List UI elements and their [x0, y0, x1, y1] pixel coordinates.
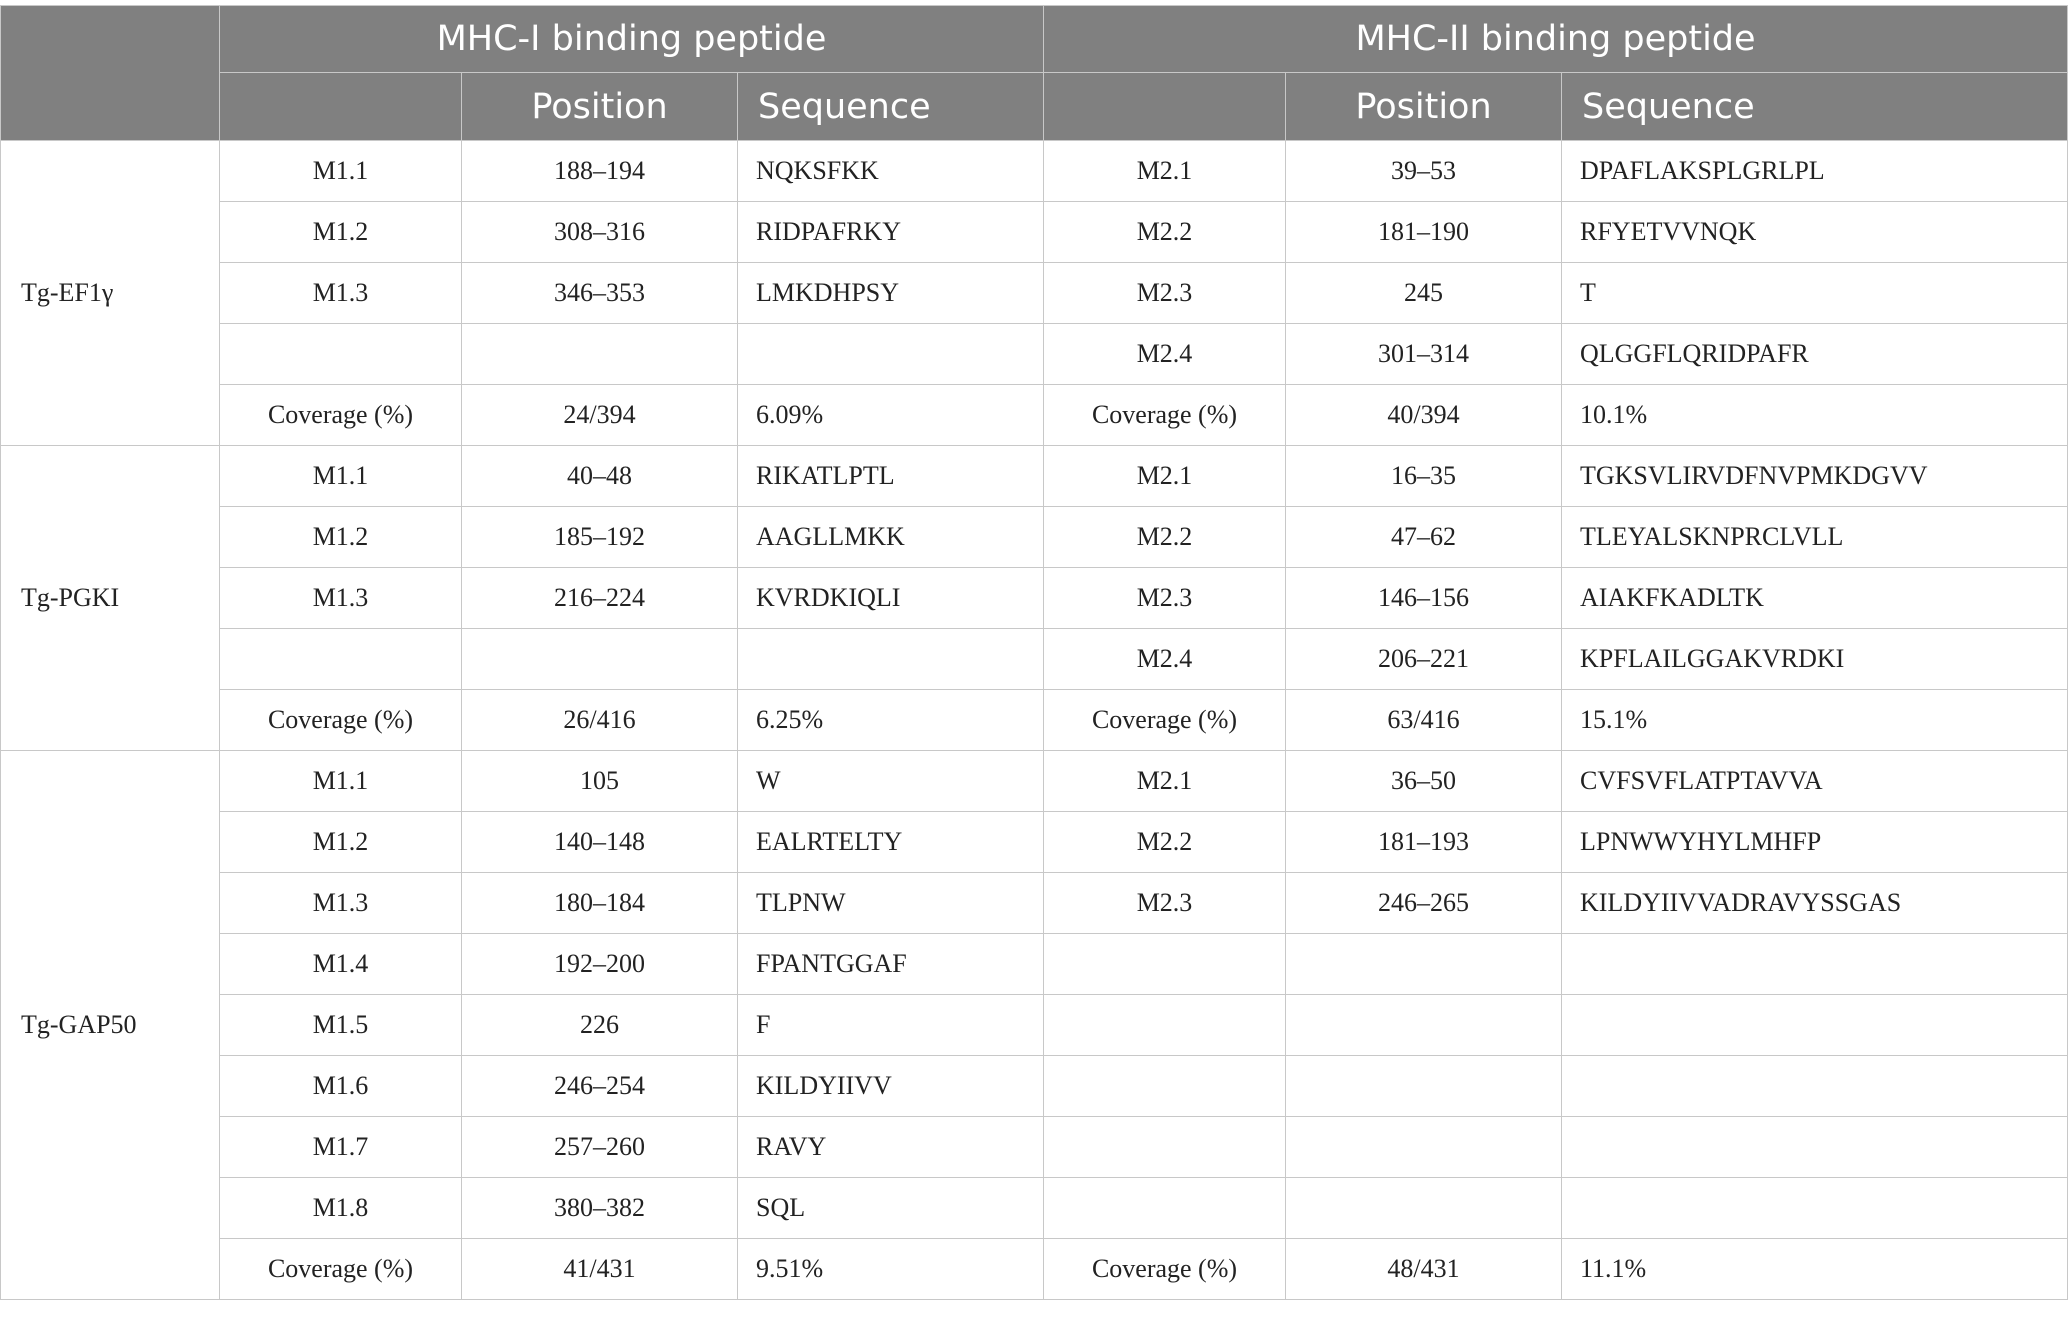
table-row — [1, 263, 2068, 324]
mhc1-sequence: F — [738, 995, 1044, 1056]
peptide-table-container — [0, 5, 2068, 1300]
mhc2-peptide-id: M2.2 — [1044, 507, 1286, 568]
mhc1-sequence — [738, 324, 1044, 385]
mhc1-position: 105 — [462, 751, 738, 812]
mhc2-sequence: AIAKFKADLTK — [1562, 568, 2068, 629]
mhc2-position: 39–53 — [1286, 141, 1562, 202]
mhc1-position: 216–224 — [462, 568, 738, 629]
table-row — [1, 690, 2068, 751]
mhc1-peptide-id: M1.7 — [220, 1117, 462, 1178]
mhc2-peptide-id: M2.4 — [1044, 629, 1286, 690]
mhc1-sequence: LMKDHPSY — [738, 263, 1044, 324]
table-body — [1, 141, 2068, 1300]
header-corner — [1, 6, 220, 141]
mhc2-peptide-id: M2.2 — [1044, 812, 1286, 873]
table-row — [1, 324, 2068, 385]
table-row — [1, 934, 2068, 995]
mhc1-position: 180–184 — [462, 873, 738, 934]
table-header — [1, 6, 2068, 141]
mhc1-peptide-id — [220, 324, 462, 385]
mhc1-peptide-id: M1.3 — [220, 873, 462, 934]
mhc1-sequence: 6.09% — [738, 385, 1044, 446]
mhc2-sequence: LPNWWYHYLMHFP — [1562, 812, 2068, 873]
table-row — [1, 1117, 2068, 1178]
mhc1-sequence: FPANTGGAF — [738, 934, 1044, 995]
table-row — [1, 812, 2068, 873]
mhc2-position: 40/394 — [1286, 385, 1562, 446]
mhc1-sequence: 9.51% — [738, 1239, 1044, 1300]
mhc1-sequence: SQL — [738, 1178, 1044, 1239]
mhc2-peptide-id: Coverage (%) — [1044, 690, 1286, 751]
mhc1-position-header: Position — [462, 73, 738, 141]
mhc2-sequence — [1562, 1056, 2068, 1117]
table-row — [1, 1056, 2068, 1117]
mhc1-position: 257–260 — [462, 1117, 738, 1178]
mhc2-sequence — [1562, 934, 2068, 995]
table-row — [1, 1178, 2068, 1239]
mhc2-position: 63/416 — [1286, 690, 1562, 751]
mhc1-sequence: W — [738, 751, 1044, 812]
mhc1-position: 188–194 — [462, 141, 738, 202]
mhc2-position — [1286, 995, 1562, 1056]
mhc2-peptide-id — [1044, 1178, 1286, 1239]
mhc1-sequence: KVRDKIQLI — [738, 568, 1044, 629]
mhc1-position: 380–382 — [462, 1178, 738, 1239]
mhc1-sequence: KILDYIIVV — [738, 1056, 1044, 1117]
mhc1-sequence: AAGLLMKK — [738, 507, 1044, 568]
mhc2-position-header: Position — [1286, 73, 1562, 141]
mhc2-sequence: QLGGFLQRIDPAFR — [1562, 324, 2068, 385]
mhc1-position: 24/394 — [462, 385, 738, 446]
mhc1-peptide-id: M1.2 — [220, 507, 462, 568]
mhc2-sequence: DPAFLAKSPLGRLPL — [1562, 141, 2068, 202]
mhc1-position: 26/416 — [462, 690, 738, 751]
mhc1-position: 40–48 — [462, 446, 738, 507]
mhc2-peptide-id: M2.2 — [1044, 202, 1286, 263]
mhc2-sequence: KPFLAILGGAKVRDKI — [1562, 629, 2068, 690]
mhc2-peptide-id: Coverage (%) — [1044, 1239, 1286, 1300]
mhc2-position: 206–221 — [1286, 629, 1562, 690]
mhc2-sequence — [1562, 1178, 2068, 1239]
mhc1-sequence: RIDPAFRKY — [738, 202, 1044, 263]
mhc1-sequence-header: Sequence — [738, 73, 1044, 141]
mhc2-sequence: KILDYIIVVADRAVYSSGAS — [1562, 873, 2068, 934]
mhc2-peptide-id: M2.3 — [1044, 568, 1286, 629]
mhc2-sequence: T — [1562, 263, 2068, 324]
table-row — [1, 751, 2068, 812]
mhc2-peptide-id — [1044, 1117, 1286, 1178]
table-row — [1, 202, 2068, 263]
mhc2-header: MHC-II binding peptide — [1044, 6, 2068, 73]
mhc2-peptide-id: M2.1 — [1044, 141, 1286, 202]
mhc1-peptide-id: M1.6 — [220, 1056, 462, 1117]
mhc1-peptide-id: M1.3 — [220, 263, 462, 324]
mhc2-peptide-id: M2.4 — [1044, 324, 1286, 385]
mhc1-peptide-id: M1.4 — [220, 934, 462, 995]
mhc2-sequence — [1562, 1117, 2068, 1178]
mhc1-sequence: RAVY — [738, 1117, 1044, 1178]
protein-name: Tg-EF1γ — [1, 141, 220, 446]
mhc1-position: 192–200 — [462, 934, 738, 995]
table-row — [1, 385, 2068, 446]
mhc1-sequence: NQKSFKK — [738, 141, 1044, 202]
mhc1-sequence — [738, 629, 1044, 690]
protein-name: Tg-GAP50 — [1, 751, 220, 1300]
table-row — [1, 1239, 2068, 1300]
mhc2-sequence-header: Sequence — [1562, 73, 2068, 141]
mhc1-peptide-id: M1.5 — [220, 995, 462, 1056]
mhc1-sequence: TLPNW — [738, 873, 1044, 934]
mhc2-peptide-id: Coverage (%) — [1044, 385, 1286, 446]
mhc1-position — [462, 324, 738, 385]
mhc1-id-header — [220, 73, 462, 141]
mhc2-id-header — [1044, 73, 1286, 141]
mhc2-peptide-id — [1044, 934, 1286, 995]
mhc2-sequence: TGKSVLIRVDFNVPMKDGVV — [1562, 446, 2068, 507]
mhc1-peptide-id: M1.2 — [220, 812, 462, 873]
mhc1-position: 41/431 — [462, 1239, 738, 1300]
mhc2-peptide-id: M2.1 — [1044, 751, 1286, 812]
mhc1-peptide-id: M1.1 — [220, 751, 462, 812]
mhc1-peptide-id: M1.3 — [220, 568, 462, 629]
mhc1-position: 308–316 — [462, 202, 738, 263]
table-row — [1, 568, 2068, 629]
protein-name: Tg-PGKI — [1, 446, 220, 751]
mhc2-sequence: RFYETVVNQK — [1562, 202, 2068, 263]
mhc2-position: 245 — [1286, 263, 1562, 324]
mhc2-position: 47–62 — [1286, 507, 1562, 568]
mhc2-position — [1286, 1178, 1562, 1239]
mhc1-peptide-id: Coverage (%) — [220, 385, 462, 446]
mhc1-peptide-id: Coverage (%) — [220, 1239, 462, 1300]
mhc2-sequence: 15.1% — [1562, 690, 2068, 751]
mhc2-position: 181–190 — [1286, 202, 1562, 263]
mhc2-peptide-id: M2.3 — [1044, 873, 1286, 934]
mhc1-position: 185–192 — [462, 507, 738, 568]
mhc2-position — [1286, 1056, 1562, 1117]
table-row — [1, 446, 2068, 507]
table-row — [1, 141, 2068, 202]
mhc1-position — [462, 629, 738, 690]
mhc2-position: 16–35 — [1286, 446, 1562, 507]
mhc1-peptide-id: M1.2 — [220, 202, 462, 263]
mhc2-peptide-id: M2.3 — [1044, 263, 1286, 324]
mhc1-sequence: 6.25% — [738, 690, 1044, 751]
mhc2-position: 36–50 — [1286, 751, 1562, 812]
mhc1-sequence: EALRTELTY — [738, 812, 1044, 873]
mhc1-position: 246–254 — [462, 1056, 738, 1117]
mhc1-header: MHC-I binding peptide — [220, 6, 1044, 73]
mhc2-peptide-id — [1044, 995, 1286, 1056]
mhc1-peptide-id: Coverage (%) — [220, 690, 462, 751]
table-row — [1, 873, 2068, 934]
mhc2-peptide-id — [1044, 1056, 1286, 1117]
mhc2-peptide-id: M2.1 — [1044, 446, 1286, 507]
mhc2-sequence: TLEYALSKNPRCLVLL — [1562, 507, 2068, 568]
mhc2-position: 181–193 — [1286, 812, 1562, 873]
mhc2-position: 246–265 — [1286, 873, 1562, 934]
mhc2-position: 301–314 — [1286, 324, 1562, 385]
mhc1-peptide-id — [220, 629, 462, 690]
mhc2-sequence: 10.1% — [1562, 385, 2068, 446]
mhc2-position — [1286, 934, 1562, 995]
mhc2-sequence — [1562, 995, 2068, 1056]
mhc2-position: 146–156 — [1286, 568, 1562, 629]
mhc2-sequence: 11.1% — [1562, 1239, 2068, 1300]
peptide-table — [0, 5, 2068, 1300]
mhc2-position — [1286, 1117, 1562, 1178]
mhc1-peptide-id: M1.1 — [220, 446, 462, 507]
mhc2-sequence: CVFSVFLATPTAVVA — [1562, 751, 2068, 812]
mhc1-peptide-id: M1.1 — [220, 141, 462, 202]
table-row — [1, 507, 2068, 568]
mhc1-peptide-id: M1.8 — [220, 1178, 462, 1239]
mhc2-position: 48/431 — [1286, 1239, 1562, 1300]
mhc1-sequence: RIKATLPTL — [738, 446, 1044, 507]
table-row — [1, 995, 2068, 1056]
mhc1-position: 226 — [462, 995, 738, 1056]
mhc1-position: 346–353 — [462, 263, 738, 324]
table-row — [1, 629, 2068, 690]
mhc1-position: 140–148 — [462, 812, 738, 873]
